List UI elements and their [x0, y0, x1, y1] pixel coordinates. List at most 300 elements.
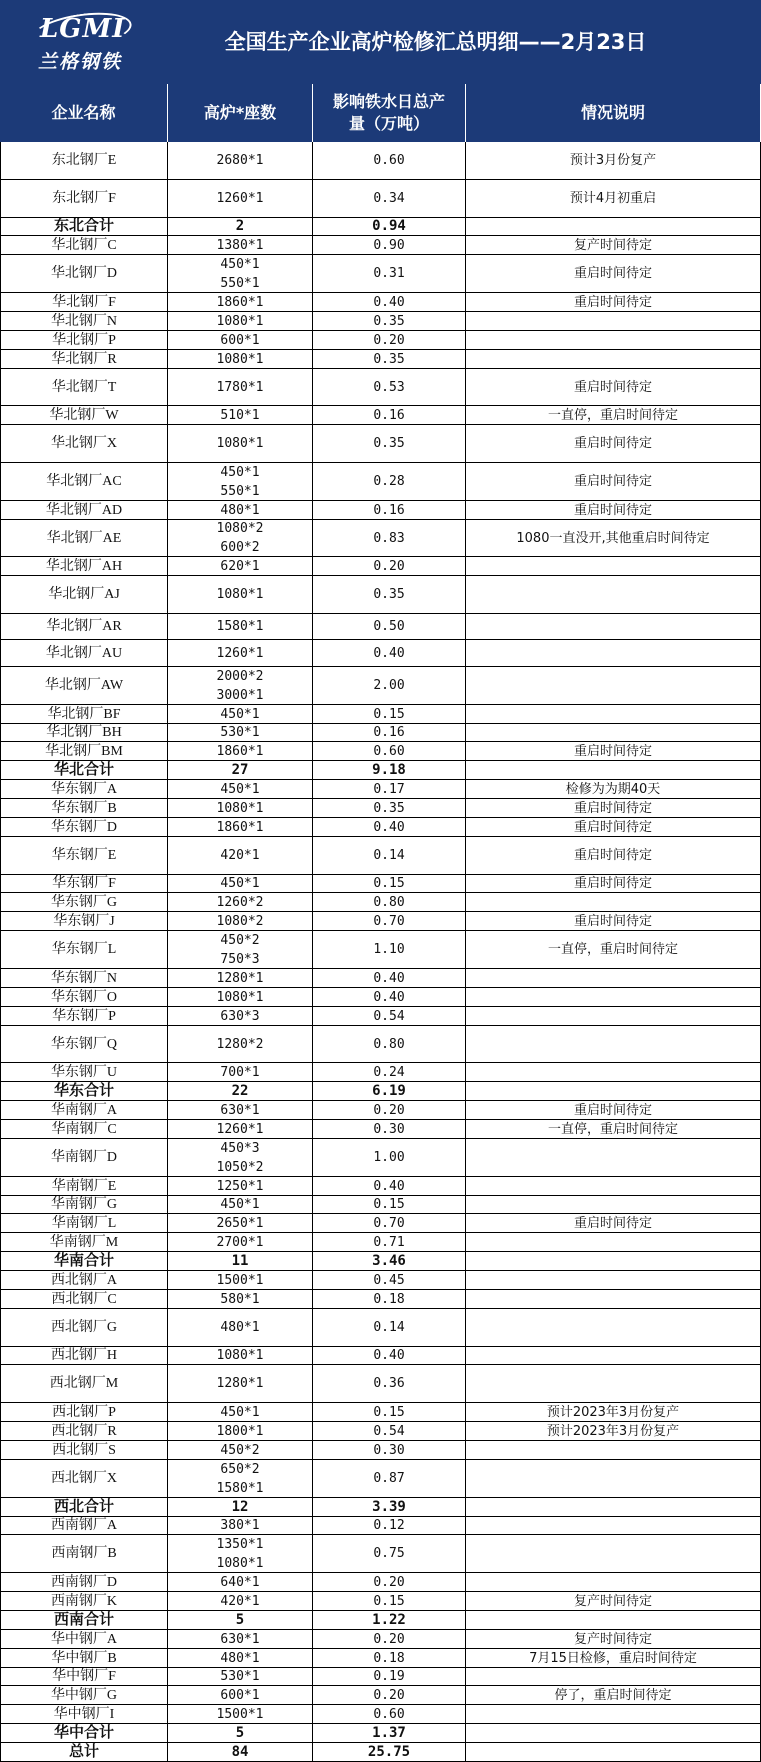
- table-row-note: [466, 1177, 761, 1196]
- table-row-output: 0.75: [313, 1535, 466, 1573]
- table-row-output: 0.54: [313, 1007, 466, 1026]
- table-row-note: [466, 331, 761, 350]
- table-row-output: 0.15: [313, 1592, 466, 1611]
- subtotal-row-note: [466, 761, 761, 780]
- table-row-note: [466, 1705, 761, 1724]
- subtotal-row-output: 3.46: [313, 1252, 466, 1271]
- furnace-spec: 1080*1: [216, 436, 264, 451]
- table-row-note: 重启时间待定: [466, 501, 761, 520]
- table-row-company: 西北钢厂H: [0, 1347, 168, 1365]
- lgmi-logo: [10, 8, 126, 78]
- furnace-spec: 700*1: [220, 1064, 260, 1080]
- table-row-note: 重启时间待定: [466, 255, 761, 293]
- table-row-furnaces: [168, 1120, 313, 1139]
- table-row-output: 0.40: [313, 293, 466, 312]
- table-row-furnaces: [168, 180, 313, 218]
- table-row-company: 华北钢厂T: [0, 369, 168, 406]
- table-row-note: [466, 1290, 761, 1309]
- subtotal-row-output: 0.94: [313, 218, 466, 236]
- table-row-furnaces: [168, 1460, 313, 1498]
- table-row-company: 西北钢厂P: [0, 1403, 168, 1422]
- furnace-spec: 27: [231, 761, 249, 778]
- table-row-note: 一直停，重启时间待定: [466, 406, 761, 425]
- subtotal-row-company: 东北合计: [0, 218, 168, 236]
- furnace-spec: 1080*2: [216, 521, 264, 536]
- furnace-spec: 450*1: [220, 781, 260, 797]
- furnace-spec: 750*3: [220, 951, 260, 967]
- table-row-company: 华北钢厂F: [0, 293, 168, 312]
- table-row-company: 西北钢厂A: [0, 1271, 168, 1290]
- table-row-company: 华北钢厂P: [0, 331, 168, 350]
- furnace-spec: 2700*1: [216, 1234, 264, 1250]
- table-row-furnaces: [168, 640, 313, 667]
- furnace-spec: 1580*1: [216, 619, 264, 634]
- table-row-furnaces: [168, 557, 313, 576]
- table-row-note: 重启时间待定: [466, 912, 761, 931]
- table-row-note: [466, 640, 761, 667]
- table-row-note: 重启时间待定: [466, 837, 761, 875]
- table-row-furnaces: [168, 1365, 313, 1403]
- table-row-output: 0.20: [313, 1630, 466, 1649]
- table-row-output: 0.60: [313, 142, 466, 180]
- table-row-company: 华北钢厂BM: [0, 742, 168, 761]
- furnace-spec: 510*1: [220, 407, 260, 423]
- table-row-company: 华东钢厂A: [0, 780, 168, 799]
- table-row-note: [466, 1139, 761, 1177]
- table-row-furnaces: [168, 931, 313, 969]
- table-row-furnaces: [168, 1441, 313, 1460]
- table-row-furnaces: [168, 293, 313, 312]
- table-row-company: 华东钢厂N: [0, 969, 168, 988]
- table-row-output: 0.40: [313, 969, 466, 988]
- table-row-furnaces: [168, 1063, 313, 1082]
- table-row-company: 华东钢厂U: [0, 1063, 168, 1082]
- furnace-spec: 1580*1: [216, 1480, 264, 1496]
- table-row-company: 西南钢厂K: [0, 1592, 168, 1611]
- subtotal-row-furnaces: [168, 1611, 313, 1630]
- table-row-output: 0.15: [313, 1403, 466, 1422]
- table-row-output: 0.40: [313, 1177, 466, 1196]
- furnace-spec: 1780*1: [216, 379, 264, 395]
- table-row-note: 预计4月初重启: [466, 180, 761, 218]
- furnace-spec: 2680*1: [216, 153, 264, 168]
- table-row-furnaces: [168, 331, 313, 350]
- table-row-furnaces: [168, 369, 313, 406]
- table-row-furnaces: [168, 1403, 313, 1422]
- table-row-company: 华北钢厂C: [0, 236, 168, 255]
- subtotal-row-note: [466, 218, 761, 236]
- subtotal-row-output: 3.39: [313, 1498, 466, 1517]
- table-row-company: 华中钢厂I: [0, 1705, 168, 1724]
- table-row-furnaces: [168, 614, 313, 640]
- subtotal-row-company: 总计: [0, 1743, 168, 1762]
- table-row-output: 0.34: [313, 180, 466, 218]
- table-row-output: 0.31: [313, 255, 466, 293]
- table-row-furnaces: [168, 780, 313, 799]
- table-row-note: 预计2023年3月份复产: [466, 1403, 761, 1422]
- furnace-spec: 450*1: [220, 706, 260, 722]
- table-row-note: 一直停，重启时间待定: [466, 931, 761, 969]
- furnace-spec: 600*1: [220, 1687, 260, 1703]
- subtotal-row-output: 25.75: [313, 1743, 466, 1762]
- table-row-company: 华东钢厂B: [0, 799, 168, 818]
- table-row-company: 华北钢厂AE: [0, 520, 168, 557]
- table-row-note: 重启时间待定: [466, 369, 761, 406]
- furnace-spec: 1080*1: [216, 587, 264, 602]
- subtotal-row-output: 9.18: [313, 761, 466, 780]
- table-row-furnaces: [168, 1630, 313, 1649]
- table-row-company: 华北钢厂AU: [0, 640, 168, 667]
- table-row-company: 华北钢厂D: [0, 255, 168, 293]
- table-row-output: 0.87: [313, 1460, 466, 1498]
- furnace-spec: 1500*1: [216, 1706, 264, 1722]
- subtotal-row-furnaces: [168, 1743, 313, 1762]
- furnace-spec: 1280*2: [216, 1036, 264, 1052]
- table-row-output: 0.30: [313, 1441, 466, 1460]
- furnace-spec: 630*1: [220, 1102, 260, 1118]
- table-row-furnaces: [168, 1517, 313, 1535]
- table-row-furnaces: [168, 799, 313, 818]
- furnace-spec: 1260*1: [216, 191, 264, 206]
- furnace-spec: 22: [231, 1082, 249, 1099]
- furnace-spec: 1350*1: [216, 1536, 264, 1552]
- furnace-spec: 1500*1: [216, 1272, 264, 1288]
- furnace-spec: 450*3: [220, 1140, 260, 1156]
- table-row-note: [466, 724, 761, 742]
- furnace-spec: 650*2: [220, 1461, 260, 1477]
- table-row-company: 华南钢厂D: [0, 1139, 168, 1177]
- table-row-output: 0.45: [313, 1271, 466, 1290]
- table-row-note: [466, 1196, 761, 1214]
- table-row-note: 重启时间待定: [466, 875, 761, 893]
- table-row-output: 0.60: [313, 742, 466, 761]
- furnace-spec: 620*1: [220, 558, 260, 574]
- table-row-company: 华东钢厂P: [0, 1007, 168, 1026]
- furnace-spec: 1080*1: [216, 800, 264, 816]
- table-row-output: 0.12: [313, 1517, 466, 1535]
- table-row-furnaces: [168, 312, 313, 331]
- furnace-spec: 580*1: [220, 1291, 260, 1307]
- subtotal-row-output: 1.22: [313, 1611, 466, 1630]
- table-row-output: 0.14: [313, 837, 466, 875]
- table-row-furnaces: [168, 1177, 313, 1196]
- table-row-output: 0.35: [313, 350, 466, 369]
- table-row-company: 西南钢厂B: [0, 1535, 168, 1573]
- table-row-company: 华东钢厂E: [0, 837, 168, 875]
- furnace-spec: 630*3: [220, 1008, 260, 1024]
- furnace-spec: 450*1: [220, 876, 260, 891]
- furnace-spec: 630*1: [220, 1631, 260, 1647]
- table-row-output: 0.35: [313, 425, 466, 463]
- table-row-furnaces: [168, 837, 313, 875]
- table-row-furnaces: [168, 520, 313, 557]
- table-row-furnaces: [168, 425, 313, 463]
- table-row-output: 2.00: [313, 667, 466, 705]
- table-row-output: 0.80: [313, 1026, 466, 1063]
- table-row-output: 0.53: [313, 369, 466, 406]
- furnace-spec: 1860*1: [216, 294, 264, 310]
- table-row-furnaces: [168, 1214, 313, 1233]
- table-row-furnaces: [168, 1271, 313, 1290]
- table-row-company: 东北钢厂E: [0, 142, 168, 180]
- furnace-spec: 480*1: [220, 1650, 260, 1666]
- table-row-company: 华北钢厂X: [0, 425, 168, 463]
- table-row-company: 华南钢厂C: [0, 1120, 168, 1139]
- table-row-furnaces: [168, 893, 313, 912]
- furnace-spec: 1080*1: [216, 313, 264, 329]
- table-row-furnaces: [168, 1233, 313, 1252]
- table-row-furnaces: [168, 818, 313, 837]
- table-row-company: 华北钢厂AH: [0, 557, 168, 576]
- furnace-spec: 1860*1: [216, 743, 264, 759]
- table-row-output: 0.20: [313, 557, 466, 576]
- table-row-output: 0.16: [313, 406, 466, 425]
- subtotal-row-furnaces: [168, 1082, 313, 1101]
- table-row-furnaces: [168, 1422, 313, 1441]
- furnace-spec: 600*2: [220, 540, 260, 555]
- subtotal-row-company: 西南合计: [0, 1611, 168, 1630]
- furnace-spec: 1380*1: [216, 237, 264, 253]
- table-row-furnaces: [168, 501, 313, 520]
- subtotal-row-furnaces: [168, 1724, 313, 1743]
- table-row-company: 华北钢厂R: [0, 350, 168, 369]
- furnace-spec: 12: [231, 1498, 249, 1515]
- subtotal-row-output: 6.19: [313, 1082, 466, 1101]
- furnace-spec: 530*1: [220, 725, 260, 740]
- subtotal-row-furnaces: [168, 1498, 313, 1517]
- furnace-spec: 1050*2: [216, 1159, 264, 1175]
- furnace-spec: 550*1: [220, 275, 260, 291]
- subtotal-row-company: 华南合计: [0, 1252, 168, 1271]
- table-row-company: 华北钢厂AC: [0, 463, 168, 501]
- table-row-note: 复产时间待定: [466, 236, 761, 255]
- table-row-company: 华南钢厂L: [0, 1214, 168, 1233]
- logo-mark: LGMI: [40, 14, 126, 44]
- table-row-output: 0.15: [313, 705, 466, 724]
- table-row-note: [466, 614, 761, 640]
- furnace-spec: 1080*2: [216, 913, 264, 929]
- table-row-note: [466, 1668, 761, 1686]
- table-row-furnaces: [168, 667, 313, 705]
- table-row-company: 华北钢厂AJ: [0, 576, 168, 614]
- table-row-note: [466, 576, 761, 614]
- table-row-company: 华东钢厂L: [0, 931, 168, 969]
- table-row-output: 0.70: [313, 912, 466, 931]
- table-row-note: [466, 1309, 761, 1347]
- subtotal-row-note: [466, 1743, 761, 1762]
- table-row-note: [466, 1441, 761, 1460]
- column-header-furnaces: 高炉*座数: [168, 84, 313, 142]
- table-row-output: 0.20: [313, 331, 466, 350]
- subtotal-row-furnaces: [168, 1252, 313, 1271]
- table-row-note: 重启时间待定: [466, 1101, 761, 1120]
- table-row-company: 华中钢厂G: [0, 1686, 168, 1705]
- table-row-company: 华南钢厂A: [0, 1101, 168, 1120]
- table-row-company: 华北钢厂BF: [0, 705, 168, 724]
- table-row-output: 0.14: [313, 1309, 466, 1347]
- furnace-spec: 450*1: [220, 1404, 260, 1420]
- table-row-furnaces: [168, 1026, 313, 1063]
- table-row-furnaces: [168, 705, 313, 724]
- column-header-note: 情况说明: [466, 84, 761, 142]
- table-row-note: 7月15日检修，重启时间待定: [466, 1649, 761, 1668]
- table-row-output: 0.18: [313, 1649, 466, 1668]
- subtotal-row-output: 1.37: [313, 1724, 466, 1743]
- table-row-output: 0.15: [313, 875, 466, 893]
- furnace-spec: 640*1: [220, 1574, 260, 1590]
- table-row-output: 0.35: [313, 576, 466, 614]
- table-row-note: [466, 1365, 761, 1403]
- table-row-output: 0.40: [313, 640, 466, 667]
- table-row-company: 西北钢厂X: [0, 1460, 168, 1498]
- logo-chinese-name: 兰格钢铁: [38, 51, 123, 73]
- table-row-note: [466, 705, 761, 724]
- subtotal-row-furnaces: [168, 218, 313, 236]
- table-row-company: 华东钢厂D: [0, 818, 168, 837]
- table-row-furnaces: [168, 1592, 313, 1611]
- table-row-note: 重启时间待定: [466, 1214, 761, 1233]
- furnace-spec: 5: [235, 1724, 245, 1741]
- table-row-furnaces: [168, 875, 313, 893]
- table-row-furnaces: [168, 742, 313, 761]
- table-row-output: 0.90: [313, 236, 466, 255]
- table-row-output: 0.30: [313, 1120, 466, 1139]
- furnace-spec: 1250*1: [216, 1178, 264, 1194]
- furnace-spec: 420*1: [220, 848, 260, 863]
- table-row-note: [466, 1063, 761, 1082]
- table-row-company: 西北钢厂G: [0, 1309, 168, 1347]
- table-row-company: 华东钢厂J: [0, 912, 168, 931]
- furnace-spec: 11: [231, 1252, 249, 1269]
- table-row-output: 0.70: [313, 1214, 466, 1233]
- furnace-spec: 550*1: [220, 483, 260, 499]
- furnace-spec: 450*1: [220, 464, 260, 480]
- table-row-note: 重启时间待定: [466, 293, 761, 312]
- table-row-furnaces: [168, 1196, 313, 1214]
- table-row-note: [466, 1517, 761, 1535]
- table-row-output: 0.35: [313, 799, 466, 818]
- table-row-output: 0.15: [313, 1196, 466, 1214]
- subtotal-row-note: [466, 1611, 761, 1630]
- table-row-note: [466, 350, 761, 369]
- furnace-spec: 1260*1: [216, 1121, 264, 1137]
- subtotal-row-note: [466, 1082, 761, 1101]
- subtotal-row-note: [466, 1498, 761, 1517]
- table-row-company: 华中钢厂F: [0, 1668, 168, 1686]
- table-row-furnaces: [168, 1347, 313, 1365]
- furnace-spec: 1260*2: [216, 894, 264, 910]
- table-row-furnaces: [168, 1686, 313, 1705]
- table-row-note: [466, 1026, 761, 1063]
- table-row-note: [466, 1271, 761, 1290]
- table-row-output: 0.40: [313, 988, 466, 1007]
- table-row-note: 重启时间待定: [466, 818, 761, 837]
- table-row-note: [466, 1535, 761, 1573]
- furnace-spec: 1080*1: [216, 1348, 264, 1363]
- furnace-spec: 5: [235, 1611, 245, 1628]
- table-row-furnaces: [168, 142, 313, 180]
- table-row-company: 华北钢厂AR: [0, 614, 168, 640]
- table-row-note: [466, 1233, 761, 1252]
- table-row-output: 0.54: [313, 1422, 466, 1441]
- table-row-note: 重启时间待定: [466, 742, 761, 761]
- table-row-output: 0.40: [313, 1347, 466, 1365]
- table-row-furnaces: [168, 350, 313, 369]
- furnace-spec: 450*1: [220, 1197, 260, 1212]
- table-row-output: 0.16: [313, 724, 466, 742]
- table-row-company: 华东钢厂Q: [0, 1026, 168, 1063]
- table-row-furnaces: [168, 1101, 313, 1120]
- table-row-furnaces: [168, 1535, 313, 1573]
- furnace-spec: 2: [235, 218, 245, 234]
- table-row-company: 华南钢厂M: [0, 1233, 168, 1252]
- table-row-output: 0.60: [313, 1705, 466, 1724]
- table-row-company: 华北钢厂BH: [0, 724, 168, 742]
- table-row-company: 东北钢厂F: [0, 180, 168, 218]
- title-banner: [0, 0, 761, 84]
- column-header-output: 影响铁水日总产量（万吨）: [313, 84, 466, 142]
- table-row-output: 1.00: [313, 1139, 466, 1177]
- table-row-note: [466, 1573, 761, 1592]
- furnace-spec: 1080*1: [216, 351, 264, 367]
- table-row-company: 西北钢厂M: [0, 1365, 168, 1403]
- table-row-output: 0.20: [313, 1573, 466, 1592]
- furnace-spec: 450*1: [220, 256, 260, 272]
- table-row-output: 0.80: [313, 893, 466, 912]
- table-row-note: [466, 893, 761, 912]
- table-row-note: 一直停，重启时间待定: [466, 1120, 761, 1139]
- table-row-output: 0.71: [313, 1233, 466, 1252]
- table-row-furnaces: [168, 1139, 313, 1177]
- table-row-company: 华东钢厂F: [0, 875, 168, 893]
- table-row-note: 检修为为期40天: [466, 780, 761, 799]
- furnace-spec: 450*2: [220, 932, 260, 948]
- table-row-company: 西南钢厂A: [0, 1517, 168, 1535]
- table-row-output: 0.50: [313, 614, 466, 640]
- table-row-company: 西北钢厂S: [0, 1441, 168, 1460]
- furnace-spec: 380*1: [220, 1518, 260, 1533]
- furnace-spec: 1280*1: [216, 970, 264, 986]
- table-row-note: 重启时间待定: [466, 463, 761, 501]
- table-row-output: 0.18: [313, 1290, 466, 1309]
- column-header-company: 企业名称: [0, 84, 168, 142]
- furnace-spec: 3000*1: [216, 687, 264, 703]
- table-row-output: 0.16: [313, 501, 466, 520]
- table-row-company: 华中钢厂B: [0, 1649, 168, 1668]
- table-row-output: 0.36: [313, 1365, 466, 1403]
- table-row-note: 预计2023年3月份复产: [466, 1422, 761, 1441]
- table-row-note: [466, 1347, 761, 1365]
- table-row-furnaces: [168, 576, 313, 614]
- subtotal-row-note: [466, 1724, 761, 1743]
- table-row-output: 0.35: [313, 312, 466, 331]
- table-row-output: 0.20: [313, 1101, 466, 1120]
- table-row-output: 0.40: [313, 818, 466, 837]
- table-row-furnaces: [168, 969, 313, 988]
- maintenance-table: [0, 84, 761, 1762]
- table-row-furnaces: [168, 255, 313, 293]
- table-row-furnaces: [168, 1290, 313, 1309]
- table-row-note: 重启时间待定: [466, 799, 761, 818]
- table-row-furnaces: [168, 406, 313, 425]
- furnace-spec: 1860*1: [216, 819, 264, 835]
- subtotal-row-note: [466, 1252, 761, 1271]
- furnace-spec: 480*1: [220, 502, 260, 518]
- table-row-output: 0.17: [313, 780, 466, 799]
- table-row-company: 华南钢厂E: [0, 1177, 168, 1196]
- table-row-note: 预计3月份复产: [466, 142, 761, 180]
- furnace-spec: 600*1: [220, 332, 260, 348]
